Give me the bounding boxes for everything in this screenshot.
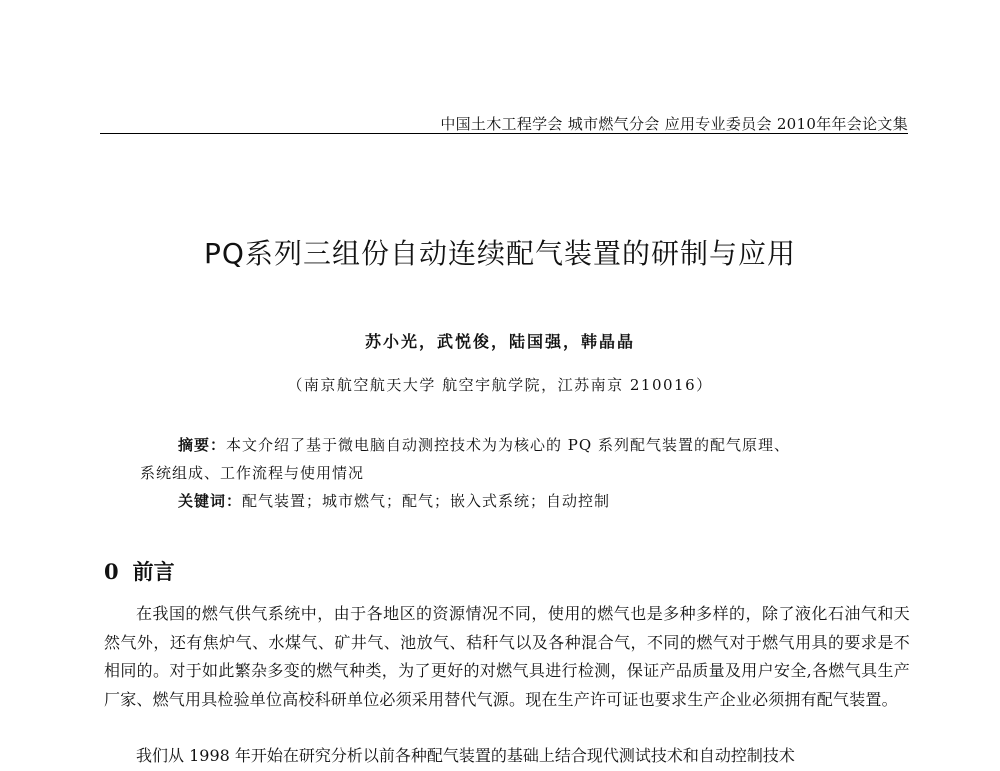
- keywords-block: [178, 490, 610, 511]
- abstract-text-1: 本文介绍了基于微电脑自动测控技术为为核心的 PQ 系列配气装置的配气原理、: [226, 436, 790, 454]
- abstract-line-2: 系统组成、工作流程与使用情况: [140, 464, 365, 482]
- paper-authors: 苏小光，武悦俊，陆国强，韩晶晶: [364, 332, 635, 351]
- keywords-text: 配气装置；城市燃气；配气；嵌入式系统；自动控制: [242, 492, 611, 510]
- author-affiliation: （南京航空航天大学 航空宇航学院，江苏南京 210016）: [287, 376, 713, 394]
- section-heading: [104, 556, 175, 586]
- body-paragraph: 在我国的燃气供气系统中，由于各地区的资源情况不同，使用的燃气也是多种多样的，除了液化石油气和天然气外，还有焦炉气、水煤气、矿井气、池放气、秸秆气以及各种混合气，不同的燃气对于燃气用具的要求是不相同的。对于如此繁杂多变的燃气种类，为了更好的对燃气具进行检测，保证产品质量及用户安全,各燃气具生产厂家、燃气用具检验单位高校科研单位必须采用替代气源。现在生产许可证也要求生产企业必须拥有配气装置。: [104, 604, 910, 709]
- abstract-block: [140, 431, 920, 487]
- body-paragraph-partial: 我们从 1998 年开始在研究分析以前各种配气装置的基础上结合现代测试技术和自动控制技术: [136, 746, 795, 765]
- running-header: 中国土木工程学会 城市燃气分会 应用专业委员会 2010年年会论文集: [440, 115, 908, 133]
- keywords-label: 关键词：: [178, 492, 243, 510]
- paper-title: PQ系列三组份自动连续配气装置的研制与应用: [204, 237, 796, 270]
- abstract-line-1: [140, 431, 920, 459]
- abstract-label: 摘要：: [178, 436, 227, 454]
- section-title: 前言: [132, 560, 175, 584]
- section-number: 0: [104, 559, 119, 584]
- header-rule: [100, 133, 908, 134]
